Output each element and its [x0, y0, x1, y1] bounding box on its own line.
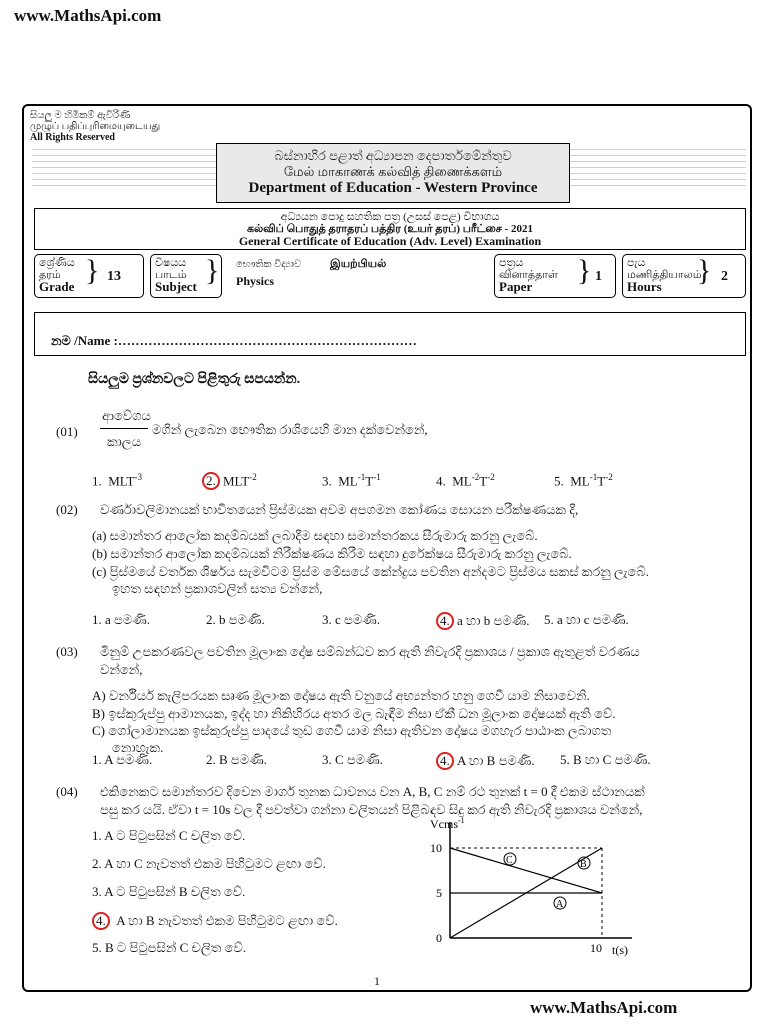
hours-ta: மணித்தியாலம் — [627, 269, 702, 281]
q2-option-5: 5. a හා c පමණි. — [544, 612, 629, 627]
q3-statement-a: A) වර්නියර් කැලිපරයක සෘණ මූලාංක දෝෂය ඇති වනුයේ අභ්‍යන්තර හනු ගෙවී යාම නිසාවෙනි. — [92, 688, 590, 703]
department-tamil: மேல் மாகாணக் கல்வித் திணைக்களம் — [283, 164, 503, 179]
department-english: Department of Education - Western Province — [248, 180, 538, 196]
label-a: A — [556, 899, 564, 910]
q1-option-1 — [92, 472, 142, 489]
paper-ta: வினாத்தாள் — [499, 269, 558, 281]
paper-brace: } — [577, 254, 592, 287]
q2-option-3: 3. c පමණි. — [322, 612, 381, 627]
q4-option-1: 1. A ට පිටුපසින් C චලිත වේ. — [92, 828, 246, 843]
q1-o3-text2: T — [365, 473, 374, 489]
q1-o1-exp: -3 — [134, 472, 142, 482]
q1-o5-num: 5. — [554, 473, 564, 489]
q3-statement-c-cont: නොහැක. — [112, 740, 164, 755]
hours-box — [622, 254, 746, 298]
rights-reserved — [30, 110, 160, 143]
q4-option-2: 2. A හා C නැවතත් එකම පිහිටුමට ළඟා වේ. — [92, 856, 326, 871]
hours-brace: } — [697, 254, 712, 287]
grade-en: Grade — [39, 279, 75, 294]
page-number: 1 — [374, 974, 380, 988]
subject-box — [150, 254, 222, 298]
exam-sinhala: අධ්‍යයන පොදු සහතික පත්‍ර (උසස් පෙළ) විභාගය — [280, 211, 500, 223]
q3-option-3: 3. C පමණි. — [322, 752, 383, 767]
subject-value-si: භෞතික විද්‍යාව — [236, 259, 302, 270]
q2-text: වර්ණාවලිමානයක් භාවිතයෙන් ප්‍රිස්මයක අවම අපගමන කෝණය සොයන පරීක්ෂණයක දී, — [100, 502, 579, 517]
q2-statement-c: (c) ප්‍රිස්මයේ වර්තක ශීර්ෂය සැමවිටම ප්‍රිස්ම මේසයේ කේන්ද්‍රය පවතින අන්දමට ප්‍රිස්මය සකස් කරනු ලැබේ. — [92, 564, 649, 579]
paper-value: 1 — [595, 269, 602, 284]
subject-brace: } — [205, 254, 220, 287]
q1-option-2 — [202, 472, 257, 490]
x-axis-label: t(s) — [612, 943, 628, 957]
hours-en: Hours — [627, 279, 662, 294]
grade-value: 13 — [107, 269, 121, 284]
subject-en: Subject — [155, 279, 197, 294]
subject-si: විෂයය — [155, 257, 187, 269]
velocity-time-graph — [410, 812, 650, 962]
hours-value: 2 — [721, 269, 728, 284]
paper-en: Paper — [499, 279, 533, 294]
q3-statement-c: C) ගෝලාමානයක ඉස්කුරුප්පු පාදයේ තුඩ ගෙවී යාම නිසා ඇතිවන දෝෂය මගහැර පාඨාංක ලබාගත — [92, 723, 612, 738]
subject-value-en: Physics — [236, 274, 275, 288]
q1-option-3 — [322, 472, 381, 489]
q2-option-4 — [436, 612, 530, 630]
q3-text-2: වන්නේ, — [100, 662, 143, 677]
instruction: සියලුම ප්‍රශ්නවලට පිළිතුරු සපයන්න. — [88, 372, 301, 387]
subject-label — [155, 257, 197, 293]
q1-numerator: ආවේගය — [102, 408, 151, 423]
grade-ta: தரம் — [39, 269, 61, 281]
q1-o5-exp2: -2 — [605, 472, 613, 482]
grade-label — [39, 257, 75, 293]
subject-ta: பாடம் — [155, 269, 187, 281]
q1-o5-text2: T — [597, 473, 606, 489]
q4-o4-text: A හා B නැවතත් එකම පිහිටුමට ළඟා වේ. — [116, 913, 338, 928]
q2-number: (02) — [56, 502, 78, 517]
q1-o2-text: MLT — [223, 473, 250, 489]
q2-option-1: 1. a පමණි. — [92, 612, 151, 627]
q4-option-5: 5. B ට පිටුපසින් C චලිත වේ. — [92, 940, 247, 955]
y-tick-5: 5 — [436, 886, 442, 900]
q4-text-1: එකිනෙකට සමාන්තරව දිවෙන මාර්ග තුනක ධාවනය වන A, B, C නම් රථ තුනක් t = 0 දී එකම ස්ථානයක් — [100, 784, 645, 799]
watermark-right — [568, 146, 746, 186]
q2-statement-a: (a) සමාන්තර ආලෝක කදම්බයක් ලබාදීම සඳහා සමාන්තරකය සීරුමාරු කරනු ලැබේ. — [92, 528, 538, 543]
q4-option-4 — [92, 912, 338, 930]
q3-o4-num: 4. — [436, 752, 454, 770]
q2-o4-num: 4. — [436, 612, 454, 630]
subject-value-ta: இயற்பியல் — [330, 258, 387, 270]
grade-brace: } — [85, 254, 100, 287]
q3-option-2: 2. B පමණි. — [206, 752, 267, 767]
q3-option-4 — [436, 752, 535, 770]
q2-question: ඉහත සඳහන් ප්‍රකාශවලින් සත්‍ය වන්නේ, — [112, 581, 323, 596]
q1-o1-num: 1. — [92, 473, 102, 489]
q1-o3-exp2: -1 — [373, 472, 381, 482]
site-header: www.MathsApi.com — [14, 6, 162, 25]
q2-statement-b: (b) සමාන්තර ආලෝක කදම්බයක් නිරීක්ෂණය කිරීම සඳහා දුරේක්ෂය සීරුමාරු කරනු ලැබේ. — [92, 546, 572, 561]
q1-o4-exp2: -2 — [487, 472, 495, 482]
department-sinhala: බස්නාහිර පළාත් අධ්‍යාපන දෙපාර්තමේන්තුව — [274, 148, 512, 163]
line-c — [450, 848, 602, 893]
q3-option-5: 5. B හා C පමණි. — [560, 752, 651, 767]
q3-o4-text: A හා B පමණි. — [457, 753, 535, 768]
q1-o4-text: ML — [452, 473, 472, 489]
label-c: C — [506, 855, 513, 866]
y-tick-10: 10 — [430, 841, 442, 855]
grade-si: ශ්‍රේණිය — [39, 257, 75, 269]
q1-fraction-bar — [100, 428, 148, 429]
q2-o4-text: a හා b පමණි. — [457, 613, 530, 628]
q3-number: (03) — [56, 644, 78, 659]
origin-label: 0 — [436, 931, 442, 945]
q1-o2-exp: -2 — [249, 472, 257, 482]
q1-denominator: කාලය — [106, 434, 142, 449]
q3-option-1: 1. A පමණි. — [92, 752, 153, 767]
site-footer: www.MathsApi.com — [530, 998, 678, 1017]
q1-number: (01) — [56, 424, 78, 439]
q4-number: (04) — [56, 784, 78, 799]
q3-text-1: මිනුම් උපකරණවල පවතින මූලාංක දෝෂ සම්බන්ධව කර ඇති නිවැරදි ප්‍රකාශය / ප්‍රකාශ ඇතුළත් වරණය — [100, 644, 640, 659]
paper-si: පත්‍රය — [499, 257, 524, 269]
exam-tamil: கல்விப் பொதுத் தராதரப் பத்திர (உயர் தரப்) பரீட்சை - 2021 — [246, 223, 534, 235]
hours-label — [627, 257, 702, 293]
rights-line-1: සියලු ම හිමිකම් ඇවිරිණි — [30, 110, 131, 121]
watermark-left — [32, 146, 217, 186]
label-b: B — [580, 859, 587, 870]
name-field: නම /Name :…………………………………………………………… — [34, 312, 746, 356]
q4-option-3: 3. A ට පිටුපසින් B චලිත වේ. — [92, 884, 246, 899]
x-tick-10: 10 — [590, 941, 602, 955]
q1-o2-num: 2. — [202, 472, 220, 490]
paper-label — [499, 257, 558, 293]
grade-box — [34, 254, 144, 298]
q1-text: මගින් ලැබෙන භෞතික රාශියෙහි මාන දක්වෙන්නේ, — [152, 422, 428, 437]
q4-o4-num: 4. — [92, 912, 110, 930]
q1-o1-text: MLT — [108, 473, 135, 489]
y-axis-label: Vcms$^{-1}$ — [430, 816, 465, 831]
q1-o3-exp1: -1 — [357, 472, 366, 482]
q1-o4-exp1: -2 — [471, 472, 480, 482]
q1-o4-text2: T — [479, 473, 488, 489]
q1-o5-exp1: -1 — [589, 472, 598, 482]
exam-english: General Certificate of Education (Adv. Level) Examination — [238, 234, 542, 248]
q4-text-2: පසු කර යයි. ඒවා t = 10s වල දී පවත්වා ගන්නා චලිතයන් පිළිබඳව සිදු කර ඇති නිවැරදි ප්‍රකාශය වන්නේ, — [100, 802, 643, 817]
q1-o3-num: 3. — [322, 473, 332, 489]
hours-si: පැය — [627, 257, 646, 269]
q2-option-2: 2. b පමණි. — [206, 612, 265, 627]
q1-o4-num: 4. — [436, 473, 446, 489]
department-box — [216, 143, 570, 203]
rights-line-3: All Rights Reserved — [30, 132, 115, 143]
q1-o3-text: ML — [338, 473, 358, 489]
rights-line-2: முழுப் பதிப்புரிமையுடையது — [30, 121, 161, 132]
exam-box — [34, 208, 746, 250]
paper-box — [494, 254, 616, 298]
q1-option-4 — [436, 472, 495, 489]
q1-option-5 — [554, 472, 613, 489]
q3-statement-b: B) ඉස්කුරුප්පු ආමානයක, ඉද්ද හා නිකිහිරය අතර මල බැඳීම නිසා ඒකී ධන මූලාංක දෝෂයක් ඇති වේ. — [92, 706, 616, 721]
q1-o5-text: ML — [570, 473, 590, 489]
